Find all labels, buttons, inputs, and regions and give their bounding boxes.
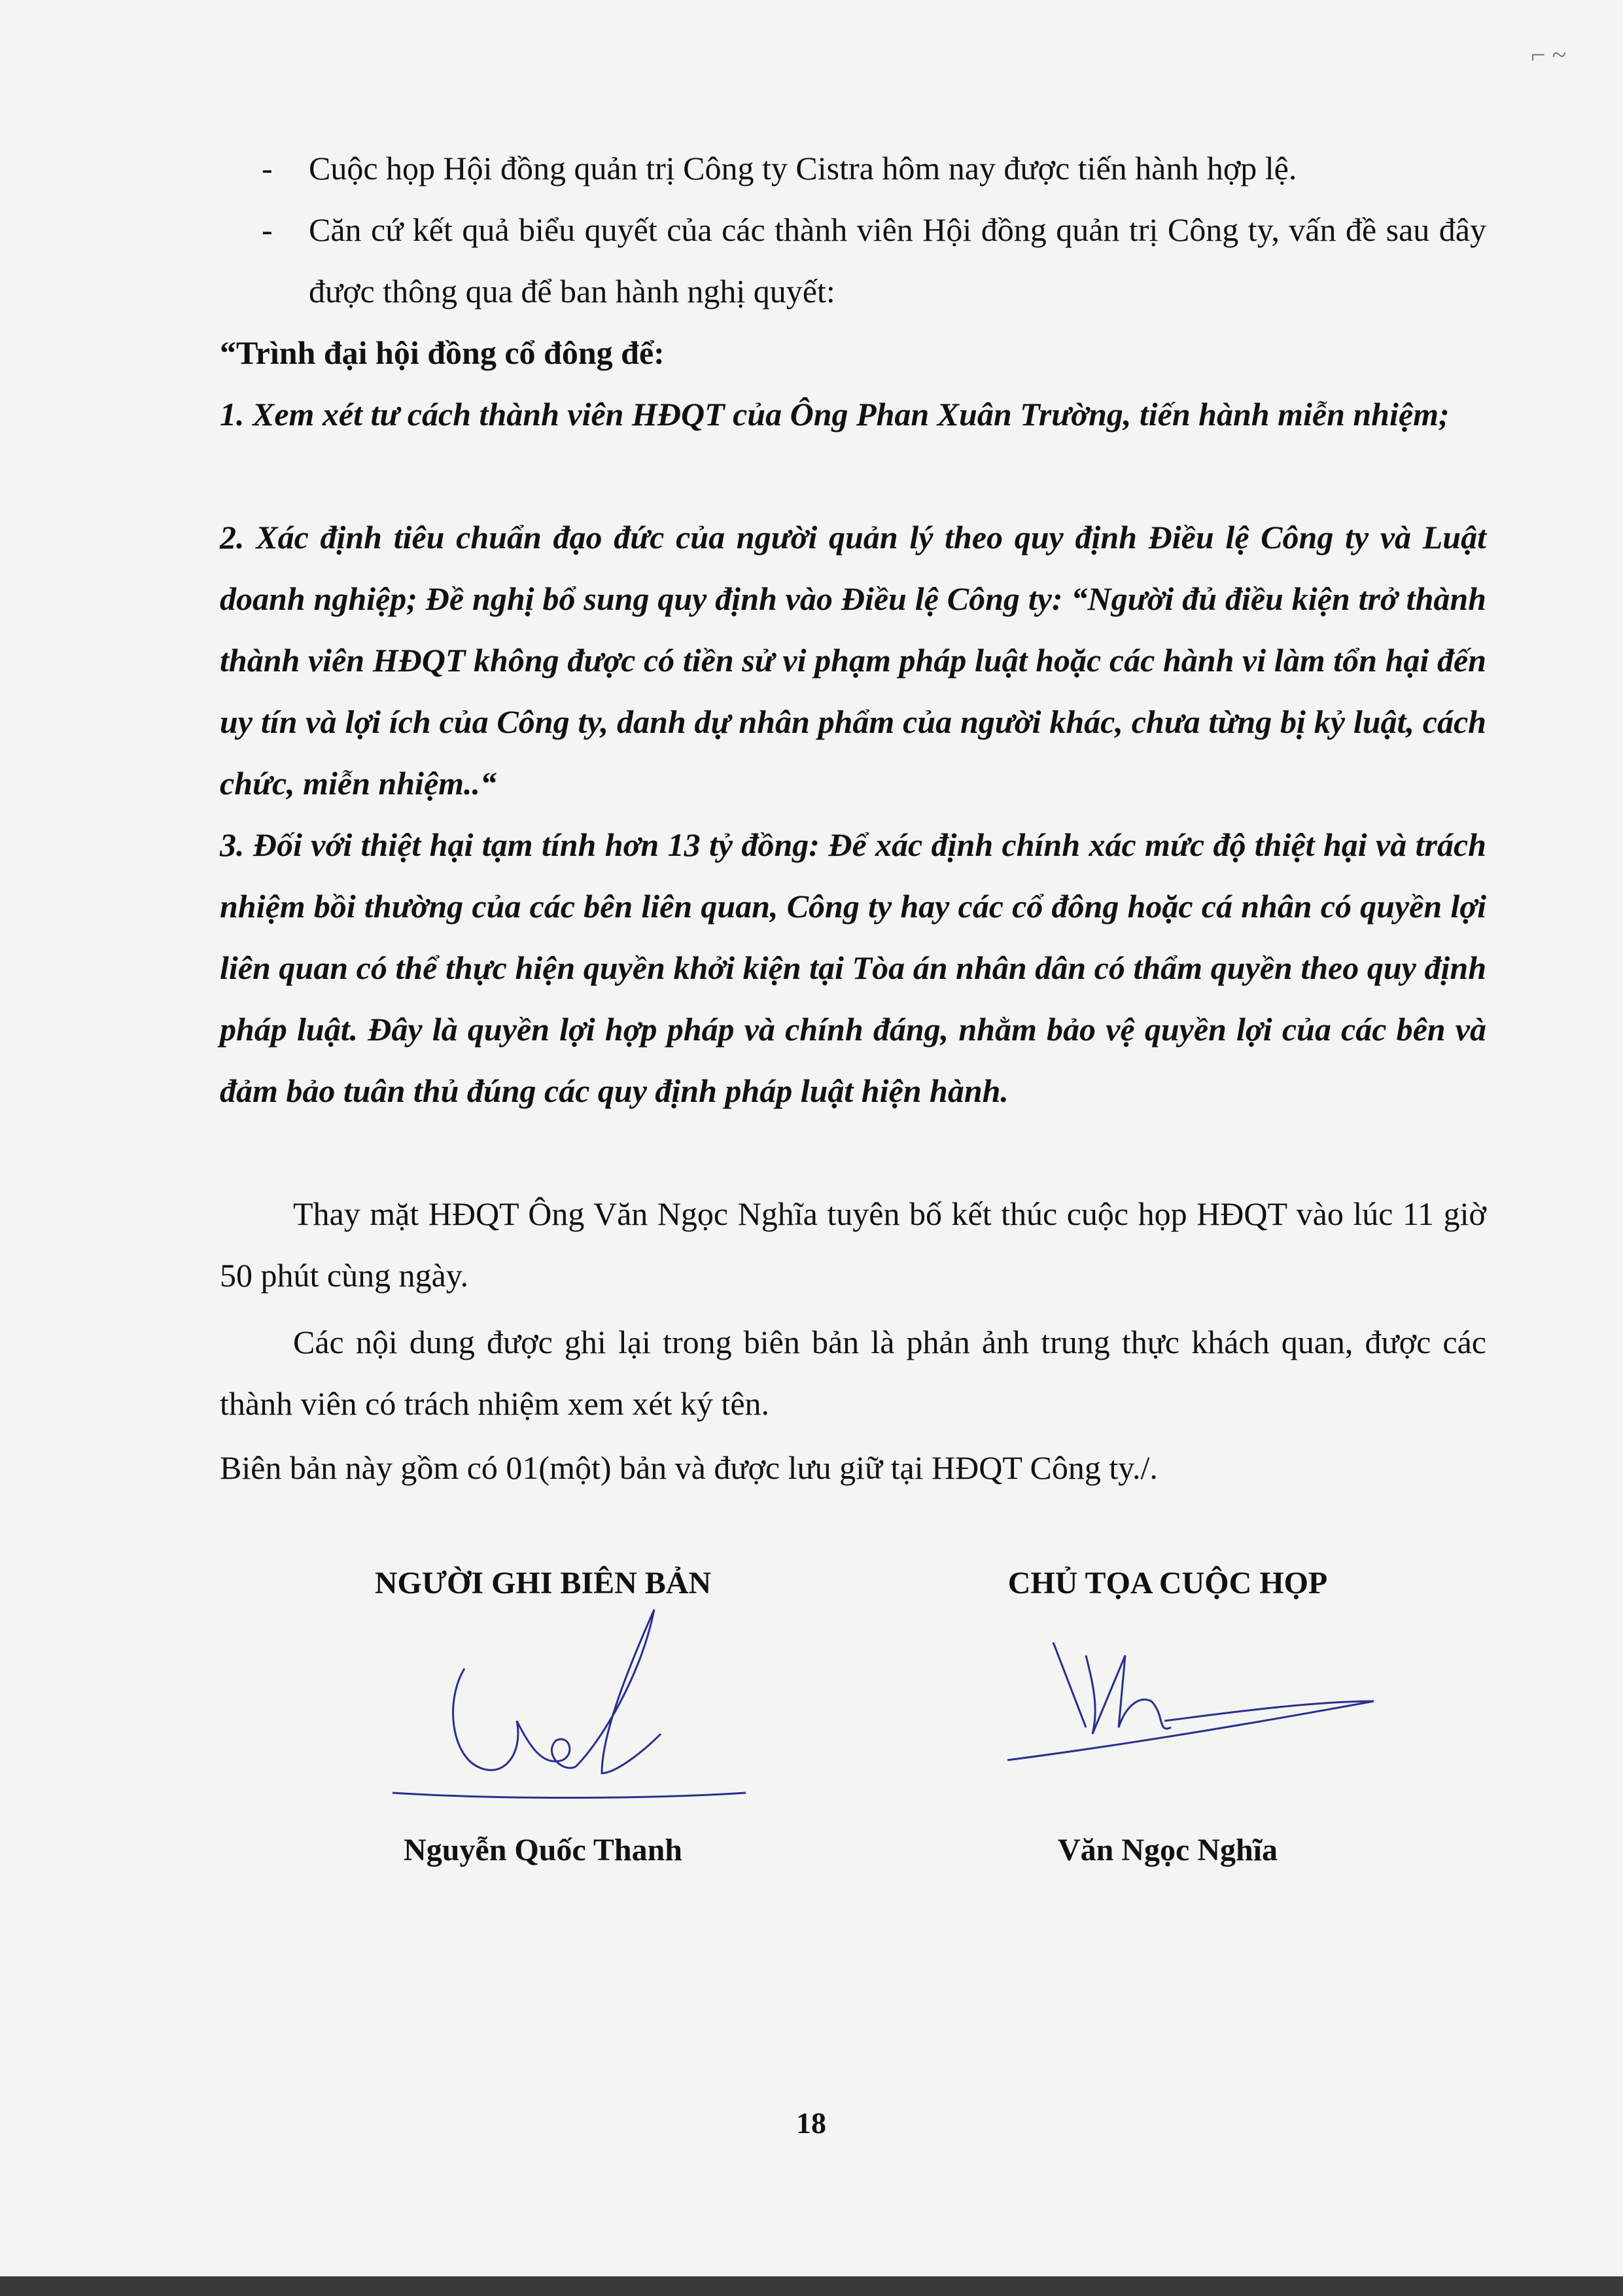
bullet-dash: - <box>262 211 273 248</box>
bullet-text: Căn cứ kết quả biểu quyết của các thành viên Hội đồng quản trị Công ty, vấn đề sau đây được thông qua để ban hành nghị quyết: <box>309 211 1486 309</box>
chair-signature <box>994 1629 1400 1799</box>
resolution-item-2: 2. Xác định tiêu chuẩn đạo đức của người quản lý theo quy định Điều lệ Công ty và Luật doanh nghiệp; Đề nghị bổ sung quy định vào Điều lệ Công ty: “Người đủ điều kiện trở thành thành viên HĐQT không được có tiền sử vi phạm pháp luật hoặc các hành vi làm tổn hại đến uy tín và lợi ích của Công ty, danh dự nhân phẩm của người khác, chưa từng bị kỷ luật, cách chức, miễn nhiệm..“ <box>220 519 1486 802</box>
bullet-dash: - <box>262 150 273 186</box>
recorder-signature <box>366 1597 759 1819</box>
closing-paragraph: Thay mặt HĐQT Ông Văn Ngọc Nghĩa tuyên bố kết thúc cuộc họp HĐQT vào lúc 11 giờ 50 phút cùng ngày. <box>220 1195 1486 1294</box>
scan-speck: ⌐ ~ <box>1531 40 1567 69</box>
resolution-heading: “Trình đại hội đồng cổ đông để: <box>220 334 665 371</box>
recorder-title: NGƯỜI GHI BIÊN BẢN <box>374 1566 712 1600</box>
record-paragraph: Các nội dung được ghi lại trong biên bản là phản ảnh trung thực khách quan, được các thành viên có trách nhiệm xem xét ký tên. <box>220 1324 1486 1422</box>
chair-name: Văn Ngọc Nghĩa <box>1057 1833 1278 1867</box>
scan-bottom-edge <box>0 2276 1623 2296</box>
resolution-item-3: 3. Đối với thiệt hại tạm tính hơn 13 tỷ đồng: Để xác định chính xác mức độ thiệt hại và trách nhiệm bồi thường của các bên liên quan, Công ty hay các cổ đông hoặc cá nhân có quyền lợi liên quan có thể thực hiện quyền khởi kiện tại Tòa án nhân dân có thẩm quyền theo quy định pháp luật. Đây là quyền lợi hợp pháp và chính đáng, nhằm bảo vệ quyền lợi của các bên và đảm bảo tuân thủ đúng các quy định pháp luật hiện hành. <box>220 826 1486 1109</box>
bullet-text: Cuộc họp Hội đồng quản trị Công ty Cistra hôm nay được tiến hành hợp lệ. <box>309 150 1297 186</box>
recorder-name: Nguyễn Quốc Thanh <box>404 1833 682 1867</box>
copies-paragraph: Biên bản này gồm có 01(một) bản và được lưu giữ tại HĐQT Công ty./. <box>220 1449 1158 1486</box>
resolution-item-1: 1. Xem xét tư cách thành viên HĐQT của Ông Phan Xuân Trường, tiến hành miễn nhiệm; <box>220 396 1450 433</box>
page-number: 18 <box>796 2106 826 2140</box>
chair-title: CHỦ TỌA CUỘC HỌP <box>1007 1566 1328 1600</box>
